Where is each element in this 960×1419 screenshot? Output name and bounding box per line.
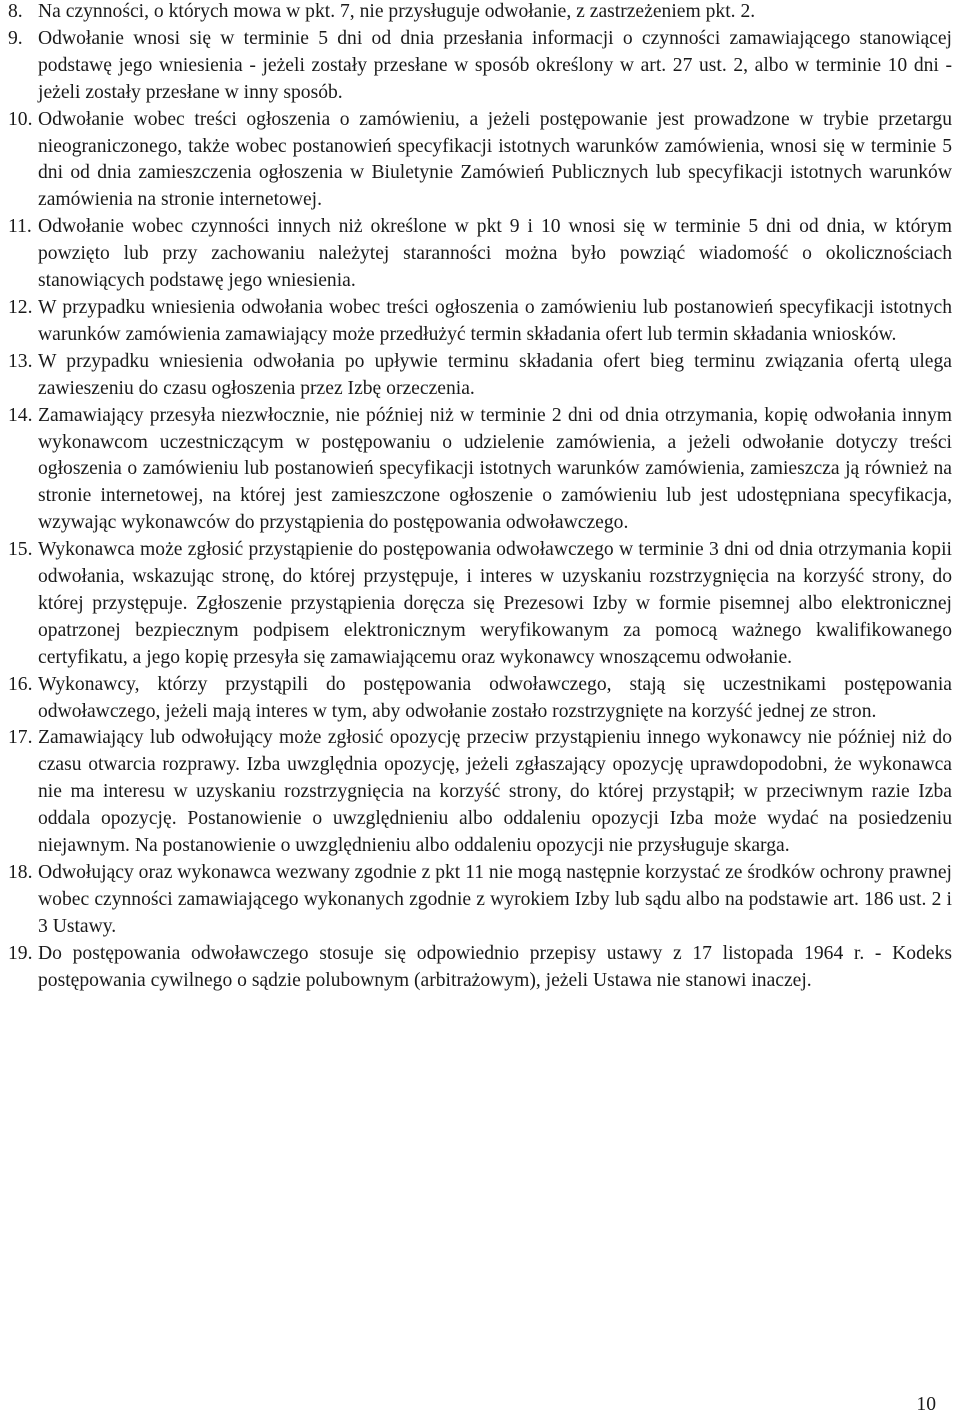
page-number: 10	[916, 1394, 936, 1415]
paragraph-number: 8.	[8, 1, 23, 22]
paragraph-11	[8, 214, 952, 295]
paragraph-8	[8, 0, 952, 26]
paragraph-17	[8, 725, 952, 860]
paragraph-text: Zamawiający przesyła niezwłocznie, nie później niż w terminie 2 dni od dnia otrzymania, kopię odwołania innym wykonawcom uczestniczącym w postępowaniu o udzielenie zamówienia, a jeżeli odwołanie dotyczy treści ogłoszenia o zamówieniu lub postanowień specyfikacji istotnych warunków zamówienia, zamieszcza ją również na stronie internetowej, na której jest zamieszczone ogłoszenie o zamówieniu lub jest udostępniana specyfikacja, wzywając wykonawców do przystąpienia do postępowania odwoławczego.	[38, 404, 952, 534]
paragraph-16	[8, 672, 952, 726]
paragraph-number: 12.	[8, 296, 33, 318]
paragraph-15	[8, 537, 952, 672]
paragraph-number: 9.	[8, 27, 23, 49]
paragraph-text: Odwołanie wobec treści ogłoszenia o zamówieniu, a jeżeli postępowanie jest prowadzone w trybie przetargu nieograniczonego, także wobec postanowień specyfikacji istotnych warunków zamówienia, wnosi się w terminie 5 dni od dnia zamieszczenia ogłoszenia w Biuletynie Zamówień Publicznych lub specyfikacji istotnych warunków zamówienia na stronie internetowej.	[38, 108, 952, 211]
paragraph-number: 19.	[8, 942, 33, 964]
paragraph-text: Odwołujący oraz wykonawca wezwany zgodnie z pkt 11 nie mogą następnie korzystać ze środków ochrony prawnej wobec czynności zamawiającego wykonanych zgodnie z wyrokiem Izby lub sądu albo na podstawie art. 186 ust. 2 i 3 Ustawy.	[38, 862, 952, 937]
paragraph-text: Wykonawca może zgłosić przystąpienie do postępowania odwoławczego w terminie 3 dni od dnia otrzymania kopii odwołania, wskazując stronę, do której przystępuje, i interes w uzyskaniu rozstrzygnięcia na korzyść strony, do której przystępuje. Zgłoszenie przystąpienia doręcza się Prezesowi Izby w formie pisemnej albo elektronicznej opatrzonej bezpiecznym podpisem elektronicznym weryfikowanym za pomocą ważnego kwalifikowanego certyfikatu, a jego kopię przesyła się zamawiającemu oraz wykonawcy wnoszącemu odwołanie.	[38, 539, 952, 668]
paragraph-13	[8, 349, 952, 403]
paragraph-12	[8, 295, 952, 349]
paragraph-text: Do postępowania odwoławczego stosuje się odpowiednio przepisy ustawy z 17 listopada 1964 r. - Kodeks postępowania cywilnego o sądzie polubownym (arbitrażowym), jeżeli Ustawa nie stanowi inaczej.	[38, 942, 952, 991]
paragraph-text: W przypadku wniesienia odwołania po upływie terminu składania ofert bieg terminu związania ofertą ulega zawieszeniu do czasu ogłoszenia przez Izbę orzeczenia.	[38, 350, 952, 399]
paragraph-18	[8, 860, 952, 941]
paragraph-14	[8, 403, 952, 538]
paragraph-number: 15.	[8, 539, 33, 561]
paragraph-10	[8, 107, 952, 215]
paragraph-text: Odwołanie wobec czynności innych niż określone w pkt 9 i 10 wnosi się w terminie 5 dni od dnia, w którym powzięto lub przy zachowaniu należytej staranności można było powziąć wiadomość o okolicznościach stanowiących podstawę jego wniesienia.	[38, 216, 952, 292]
paragraph-number: 10.	[8, 108, 33, 130]
paragraph-number: 13.	[8, 350, 33, 372]
paragraph-9	[8, 26, 952, 107]
paragraph-number: 18.	[8, 862, 33, 883]
paragraph-text: Zamawiający lub odwołujący może zgłosić opozycję przeciw przystąpieniu innego wykonawcy nie później niż do czasu otwarcia rozprawy. Izba uwzględnia opozycję, jeżeli zgłaszający opozycję uprawdopodobni, że wykonawca nie ma interesu w uzyskaniu rozstrzygnięcia na korzyść strony, do której przystąpił; w przeciwnym razie Izba oddala opozycję. Postanowienie o uwzględnieniu albo oddaleniu opozycji Izba może wydać na posiedzeniu niejawnym. Na postanowienie o uwzględnieniu albo oddaleniu opozycji nie przysługuje skarga.	[38, 727, 952, 857]
paragraph-text: Na czynności, o których mowa w pkt. 7, nie przysługuje odwołanie, z zastrzeżeniem pkt. 2.	[38, 1, 756, 22]
paragraph-number: 16.	[8, 673, 33, 695]
paragraph-number: 11.	[8, 216, 32, 238]
paragraph-text: Odwołanie wnosi się w terminie 5 dni od dnia przesłania informacji o czynności zamawiającego stanowiącej podstawę jego wniesienia - jeżeli zostały przesłane w sposób określony w art. 27 ust. 2, albo w terminie 10 dni - jeżeli zostały przesłane w inny sposób.	[38, 27, 952, 103]
paragraph-text: Wykonawcy, którzy przystąpili do postępowania odwoławczego, stają się uczestnikami postępowania odwoławczego, jeżeli mają interes w tym, aby odwołanie zostało rozstrzygnięte na korzyść jednej ze stron.	[38, 673, 952, 722]
numbered-paragraph-list	[8, 0, 952, 995]
paragraph-number: 14.	[8, 404, 33, 426]
paragraph-19	[8, 941, 952, 995]
paragraph-number: 17.	[8, 727, 33, 749]
paragraph-text: W przypadku wniesienia odwołania wobec treści ogłoszenia o zamówieniu lub postanowień specyfikacji istotnych warunków zamówienia zamawiający może przedłużyć termin składania ofert lub termin składania wniosków.	[38, 296, 952, 345]
